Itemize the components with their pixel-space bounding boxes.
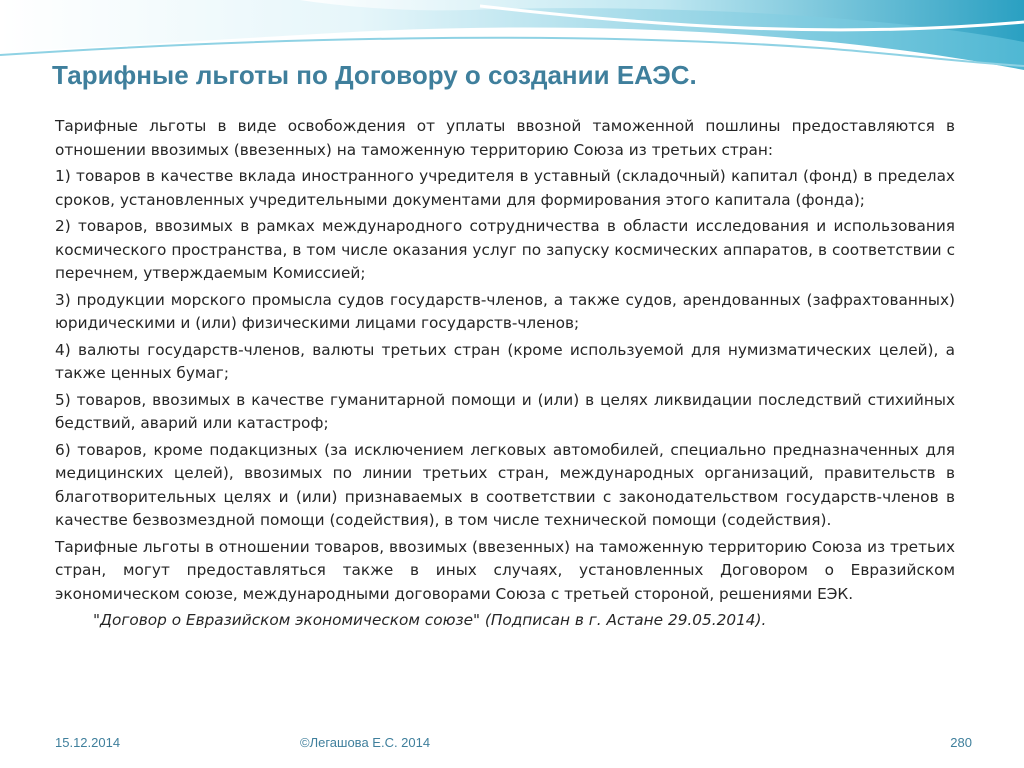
- slide-content: [55, 115, 955, 636]
- footer-date: 15.12.2014: [55, 735, 121, 750]
- list-item-5: 5) товаров, ввозимых в качестве гуманитарной помощи и (или) в целях ликвидации последствий стихийных бедствий, аварий или катастроф;: [55, 390, 955, 432]
- list-item-3: 3) продукции морского промысла судов государств-членов, а также судов, арендованных (зафрахтованных) юридическими и (или) физическими лицами государств-членов;: [55, 290, 955, 332]
- list-item-4: 4) валюты государств-членов, валюты третьих стран (кроме используемой для нумизматических целей), а также ценных бумаг;: [55, 340, 955, 382]
- slide-title: Тарифные льготы по Договору о создании ЕАЭС.: [52, 60, 697, 90]
- list-item-2: 2) товаров, ввозимых в рамках международного сотрудничества в области исследования и использования космического пространства, в том числе оказания услуг по запуску космических аппаратов, в соответствии с перечнем, утверждаемым Комиссией;: [55, 217, 955, 282]
- source-citation: "Договор о Евразийском экономическом союзе" (Подписан в г. Астане 29.05.2014).: [93, 611, 767, 629]
- footer-page-number: 280: [950, 735, 972, 750]
- paragraph-intro: Тарифные льготы в виде освобождения от уплаты ввозной таможенной пошлины предоставляются в отношении ввозимых (ввезенных) на таможенную территорию Союза из третьих стран:: [55, 117, 955, 159]
- paragraph-conclusion: Тарифные льготы в отношении товаров, ввозимых (ввезенных) на таможенную территорию Союза из третьих стран, могут предоставляться также в иных случаях, установленных Договором о Евразийском экономическом союзе, международными договорами Союза с третьей стороной, решениями ЕЭК.: [55, 537, 955, 603]
- list-item-6: 6) товаров, кроме подакцизных (за исключением легковых автомобилей, специально предназначенных для медицинских целей), ввозимых по линии третьих стран, международных организаций, правительств в благотворительных целях и (или) признаваемых в соответствии с законодательством государств-членов в качестве безвозмездной помощи (содействия), в том числе технической помощи (содействия).: [55, 440, 955, 529]
- footer-author: ©Легашова Е.С. 2014: [300, 735, 431, 750]
- list-item-1: 1) товаров в качестве вклада иностранного учредителя в уставный (складочный) капитал (фонд) в пределах сроков, установленных учредительными документами для формирования этого капитала (фонда);: [55, 167, 955, 209]
